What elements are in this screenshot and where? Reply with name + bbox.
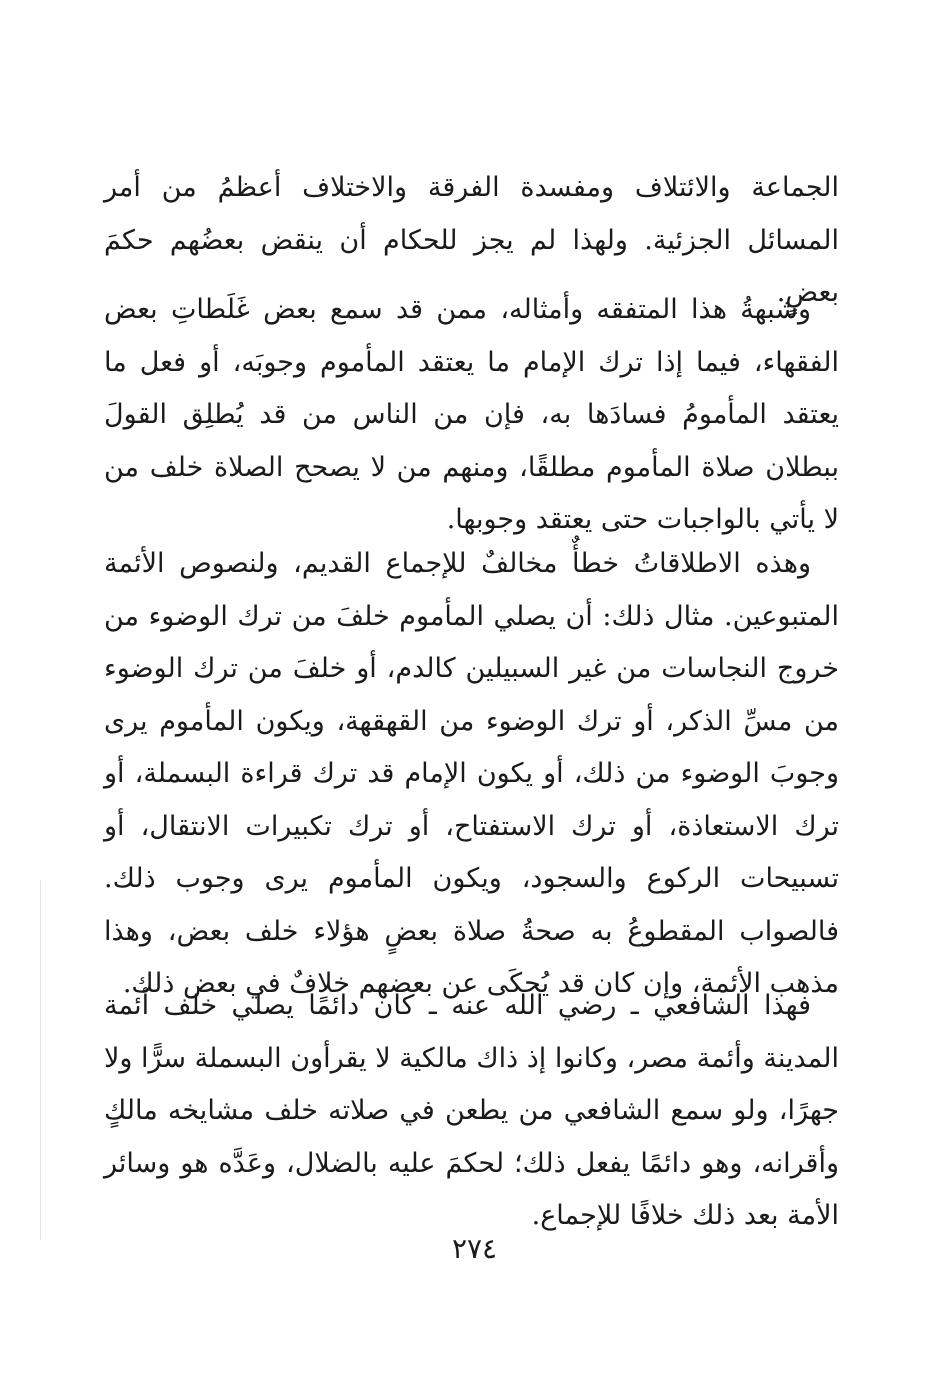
page-number: ٢٧٤ [451,1232,498,1265]
scan-edge-line [40,880,41,1240]
paragraph-3: وهذه الاطلاقاتُ خطأٌ مخالفٌ للإجماع القديم، ولنصوص الأئمة المتبوعين. مثال ذلك: أن يصلي المأموم خلفَ من ترك الوضوء من خروج النجاسات من غير السبيلين كالدم، أو خلفَ من ترك الوضوء من مسِّ الذكر، أو ترك الوضوء من القهقهة، ويكون المأموم يرى وجوبَ الوضوء من ذلك، أو يكون الإمام قد ترك قراءة البسملة، أو ترك الاستعاذة، أو ترك الاستفتاح، أو ترك تكبيرات الانتقال، أو تسبيحات الركوع والسجود، ويكون المأموم يرى وجوب ذلك. فالصواب المقطوعُ به صحةُ صلاة بعضٍ هؤلاء خلف بعض، وهذا مذهب الأئمة، وإن كان قد يُحكَى عن بعضهم خلافٌ في بعض ذلك. [104,548,839,999]
paragraph-4: فهذا الشافعي ـ رضي الله عنه ـ كان دائمًا يصلي خلف أئمة المدينة وأئمة مصر، وكانوا إذ ذاك مالكية لا يقرأون البسملة سرًّا ولا جهرًا، ولو سمع الشافعي من يطعن في صلاته خلف مشايخه مالكٍ وأقرانه، وهو دائمًا يفعل ذلك؛ لحكمَ عليه بالضلال، وعَدَّه هو وسائر الأمة بعد ذلك خلافًا للإجماع. [104,990,839,1231]
paragraph-continuation: الجماعة والائتلاف ومفسدة الفرقة والاختلاف أعظمُ من أمر المسائل الجزئية. ولهذا لم يجز للحكام أن ينقض بعضُهم حكمَ بعضٍ. [104,172,839,308]
paragraph-2: وشبهةُ هذا المتفقه وأمثاله، ممن قد سمع بعض غَلَطاتِ بعض الفقهاء، فيما إذا ترك الإمام ما يعتقد المأموم وجوبَه، أو فعل ما يعتقد المأمومُ فسادَها به، فإن من الناس من قد يُطلِق القولَ ببطلان صلاة المأموم مطلقًا، ومنهم من لا يصحح الصلاة خلف من لا يأتي بالواجبات حتى يعتقد وجوبها. [104,294,839,535]
